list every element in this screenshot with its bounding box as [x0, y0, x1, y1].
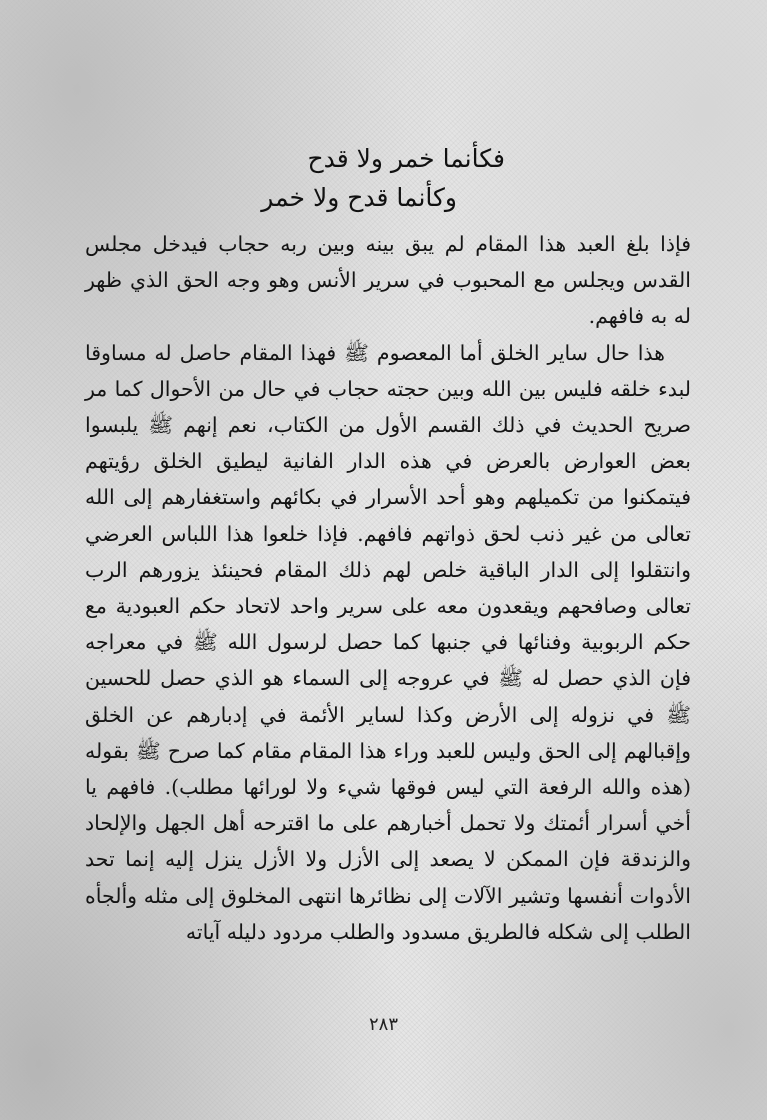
body-text	[85, 226, 691, 950]
paragraph-1: فإذا بلغ العبد هذا المقام لم يبق بينه وبين ربه حجاب فيدخل مجلس القدس ويجلس مع المحبوب في سرير الأنس وهو وجه الحق الذي ظهر له به فافهم.	[85, 232, 691, 329]
poem-line-1: فكأنما خمر ولا قدح	[307, 144, 505, 173]
poem-line-2: وكأنما قدح ولا خمر	[261, 183, 457, 212]
page-number: ٢٨٣	[368, 1014, 398, 1035]
paragraph-2: هذا حال ساير الخلق أما المعصوم ﷺ فهذا المقام حاصل له مساوقا لبدء خلقه فليس بين الله وبين حجته حجاب في حال من الأحوال كما مر صريح الحديث في ذلك القسم الأول من الكتاب، نعم إنهم ﷺ يلبسوا بعض العوارض بالعرض في هذه الدار الفانية ليطيق الخلق رؤيتهم فيتمكنوا من تكميلهم وهو أحد الأسرار في بكائهم واستغفارهم إلى الله تعالى من غير ذنب لحق ذواتهم فافهم. فإذا خلعوا هذا اللباس العرضي وانتقلوا إلى الدار الباقية خلص لهم ذلك المقام فحينئذ يزورهم الرب تعالى وصافحهم ويقعدون معه على سرير واحد لاتحاد حكم العبودية مع حكم الربوبية وفنائها في جنبها كما حصل لرسول الله ﷺ في معراجه فإن الذي حصل له ﷺ في عروجه إلى السماء هو الذي حصل للحسين ﷺ في نزوله إلى الأرض وكذا لساير الأئمة في إدبارهم عن الخلق وإقبالهم إلى الحق وليس للعبد وراء هذا المقام مقام كما صرح ﷺ بقوله (هذه والله الرفعة التي ليس فوقها شيء ولا لورائها مطلب). فافهم يا أخي أسرار أئمتك ولا تحمل أخبارهم على ما اقترحه أهل الجهل والإلحاد والزندقة فإن الممكن لا يصعد إلى الأزل ولا الأزل ينزل إليه إنما تحد الأدوات أنفسها وتشير الآلات إلى نظائرها انتهى المخلوق إلى مثله وألجأه الطلب إلى شكله فالطريق مسدود والطلب مردود دليله آياته	[85, 340, 692, 944]
